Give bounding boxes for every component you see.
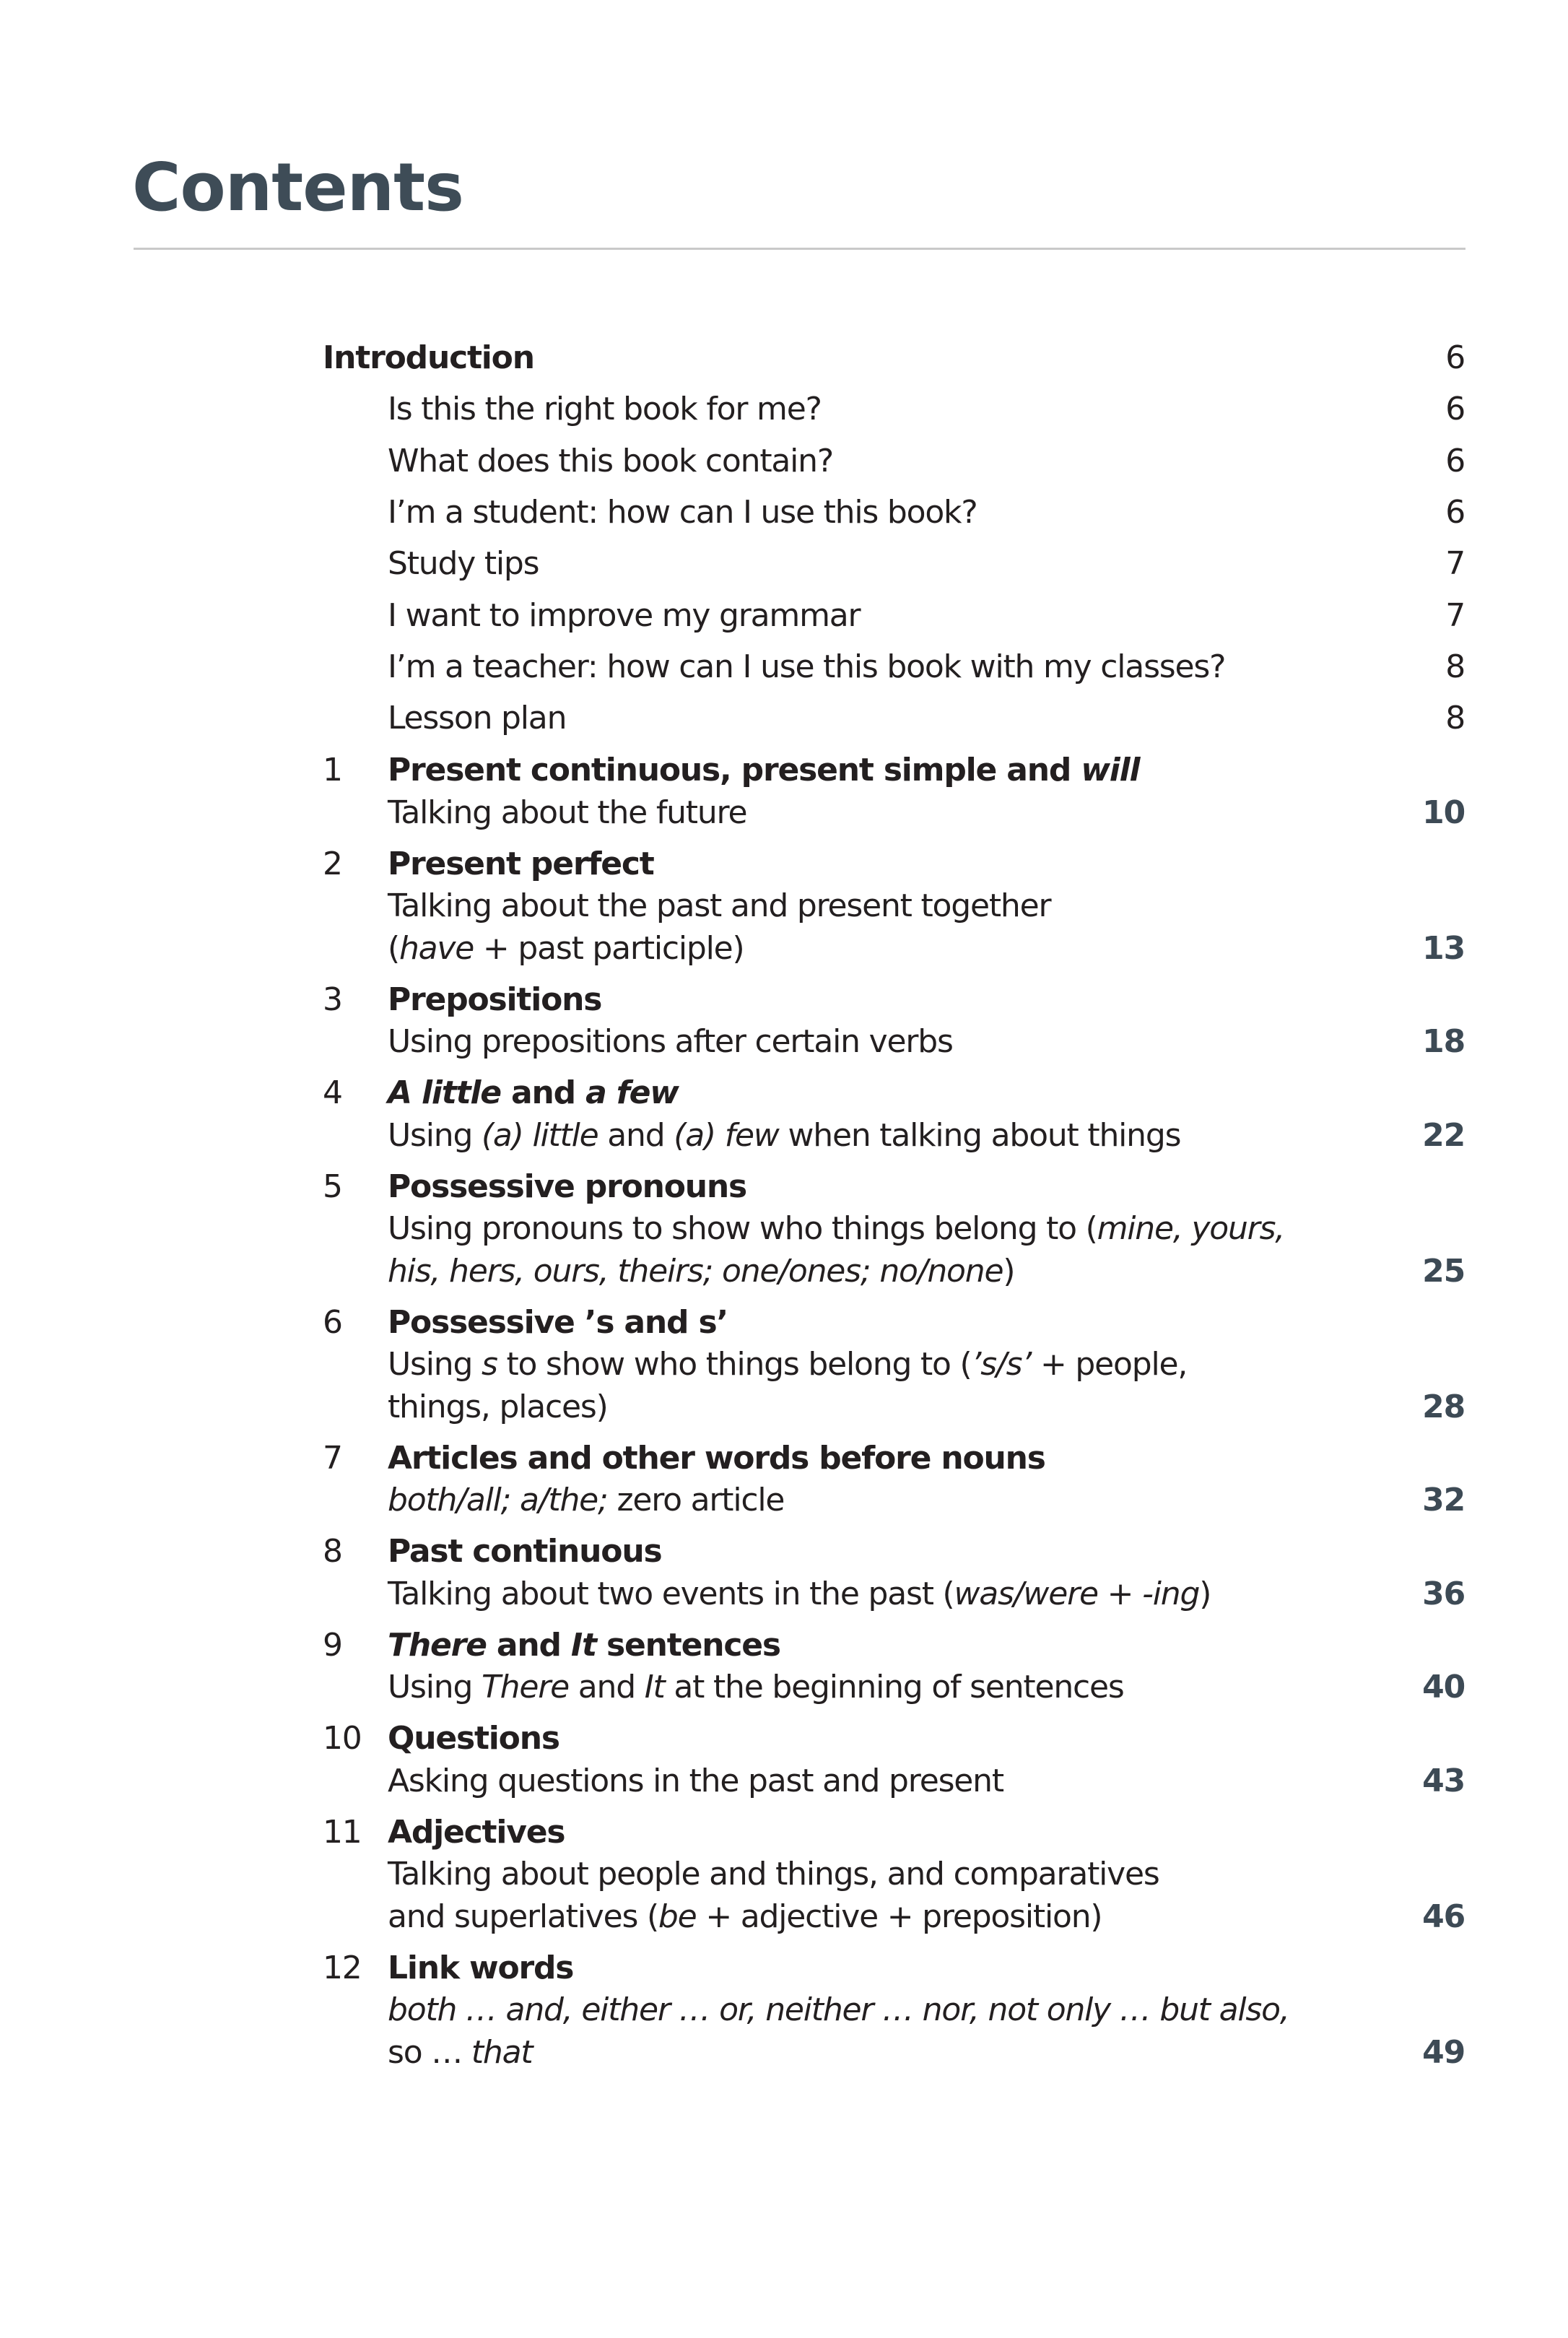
text-run: ( bbox=[388, 929, 399, 967]
chapter-title bbox=[388, 1437, 1045, 1480]
text-run: A little bbox=[388, 1074, 501, 1112]
chapter-subtitle-line bbox=[0, 2031, 1568, 2074]
chapter-description bbox=[388, 1250, 1014, 1293]
text-run: s bbox=[481, 1346, 497, 1383]
chapter-number: 4 bbox=[323, 1074, 342, 1112]
text-run: sentences bbox=[596, 1626, 780, 1664]
chapter-title-line[interactable] bbox=[0, 1165, 1568, 1209]
chapter-title-line[interactable] bbox=[0, 1301, 1568, 1344]
text-run: -ing bbox=[1142, 1575, 1200, 1612]
chapter-number: 5 bbox=[323, 1168, 342, 1205]
text-run: Talking about two events in the past ( bbox=[388, 1575, 954, 1612]
chapter-subtitle-line bbox=[0, 1895, 1568, 1939]
toc-subentry[interactable] bbox=[0, 594, 1568, 638]
chapter-title-line[interactable] bbox=[0, 843, 1568, 886]
chapter-title-line[interactable] bbox=[0, 1811, 1568, 1854]
entry-label: Study tips bbox=[388, 545, 539, 583]
text-run: + past participle) bbox=[474, 929, 744, 967]
chapter-subtitle-line bbox=[0, 1114, 1568, 1157]
page-number: 22 bbox=[1422, 1116, 1465, 1154]
page-number: 43 bbox=[1422, 1762, 1465, 1799]
toc-subentry[interactable] bbox=[0, 440, 1568, 483]
text-run: mine, yours, bbox=[1097, 1210, 1285, 1248]
text-run: Link words bbox=[388, 1949, 574, 1986]
chapter-title-line[interactable] bbox=[0, 1947, 1568, 1990]
entry-label: What does this book contain? bbox=[388, 442, 834, 479]
chapter-subtitle-line bbox=[0, 1343, 1568, 1386]
text-run: + people, bbox=[1031, 1346, 1188, 1383]
page-number: 6 bbox=[1445, 442, 1465, 479]
toc-entry-introduction[interactable] bbox=[0, 336, 1568, 380]
text-run: Articles and other words before nouns bbox=[388, 1439, 1045, 1477]
text-run: Asking questions in the past and present bbox=[388, 1762, 1003, 1799]
chapter-description bbox=[388, 1760, 1003, 1803]
page-number: 32 bbox=[1422, 1482, 1465, 1519]
page-number: 8 bbox=[1445, 700, 1465, 737]
text-run: and bbox=[486, 1626, 571, 1664]
chapter-subtitle-line bbox=[0, 1386, 1568, 1429]
chapter-number: 9 bbox=[323, 1626, 342, 1664]
chapter-title bbox=[388, 843, 654, 886]
chapter-number: 2 bbox=[323, 845, 342, 882]
chapter-title-line[interactable] bbox=[0, 978, 1568, 1022]
chapter-title bbox=[388, 1530, 661, 1573]
chapter-subtitle-line bbox=[0, 1207, 1568, 1251]
text-run: + bbox=[1097, 1575, 1143, 1612]
page-number: 10 bbox=[1422, 794, 1465, 831]
entry-label: I’m a teacher: how can I use this book with my classes? bbox=[388, 648, 1226, 685]
page-title: Contents bbox=[132, 149, 463, 226]
text-run: Questions bbox=[388, 1720, 559, 1757]
text-run: Using bbox=[388, 1669, 482, 1706]
text-run: Using pronouns to show who things belong to ( bbox=[388, 1210, 1097, 1248]
text-run: ’s/s’ bbox=[971, 1346, 1032, 1383]
text-run: Using bbox=[388, 1116, 482, 1154]
chapter-number: 7 bbox=[323, 1439, 342, 1477]
text-run: at the beginning of sentences bbox=[664, 1669, 1124, 1706]
chapter-title bbox=[388, 1717, 559, 1760]
page-number: 49 bbox=[1422, 2033, 1465, 2071]
entry-title: Introduction bbox=[323, 339, 534, 376]
chapter-subtitle-line bbox=[0, 1666, 1568, 1709]
page-number: 6 bbox=[1445, 391, 1465, 428]
chapter-description bbox=[388, 1343, 1187, 1386]
text-run: Using prepositions after certain verbs bbox=[388, 1023, 953, 1061]
chapter-description bbox=[388, 1479, 784, 1522]
page-number: 7 bbox=[1445, 596, 1465, 634]
text-run: both/all; a/the; bbox=[388, 1482, 608, 1519]
text-run: (a) few bbox=[674, 1116, 779, 1154]
toc-subentry[interactable] bbox=[0, 388, 1568, 431]
text-run: was/were bbox=[954, 1575, 1098, 1612]
toc-subentry[interactable] bbox=[0, 697, 1568, 740]
entry-label: I’m a student: how can I use this book? bbox=[388, 493, 977, 531]
text-run: have bbox=[398, 929, 474, 967]
chapter-number: 3 bbox=[323, 981, 342, 1018]
text-run: Present perfect bbox=[388, 845, 654, 882]
text-run: + adjective + preposition) bbox=[696, 1898, 1102, 1935]
entry-label: Is this the right book for me? bbox=[388, 391, 822, 428]
chapter-description bbox=[388, 2031, 532, 2074]
chapter-title-line[interactable] bbox=[0, 1530, 1568, 1573]
chapter-description bbox=[388, 1666, 1124, 1709]
text-run: ) bbox=[1199, 1575, 1211, 1612]
chapter-title bbox=[388, 1165, 746, 1209]
chapter-title bbox=[388, 1624, 780, 1667]
chapter-title bbox=[388, 1811, 565, 1854]
chapter-title-line[interactable] bbox=[0, 1624, 1568, 1667]
entry-label: I want to improve my grammar bbox=[388, 596, 861, 634]
chapter-description bbox=[388, 1020, 953, 1064]
chapter-description bbox=[388, 791, 746, 835]
text-run: and bbox=[568, 1669, 645, 1706]
chapter-number: 10 bbox=[323, 1720, 362, 1757]
chapter-title bbox=[388, 1301, 728, 1344]
page-number: 8 bbox=[1445, 648, 1465, 685]
text-run: Present continuous, present simple and bbox=[388, 752, 1081, 789]
toc-subentry[interactable] bbox=[0, 542, 1568, 586]
text-run: Adjectives bbox=[388, 1813, 565, 1851]
chapter-number: 8 bbox=[323, 1533, 342, 1570]
text-run: Possessive ’s and s’ bbox=[388, 1303, 728, 1341]
chapter-number: 11 bbox=[323, 1813, 362, 1851]
page-number: 13 bbox=[1422, 929, 1465, 967]
chapter-subtitle-line bbox=[0, 927, 1568, 970]
toc-subentry[interactable] bbox=[0, 646, 1568, 689]
text-run: Possessive pronouns bbox=[388, 1168, 747, 1205]
text-run: Talking about the future bbox=[388, 794, 747, 831]
chapter-number: 6 bbox=[323, 1303, 342, 1341]
text-run: will bbox=[1081, 752, 1140, 789]
chapter-title-line[interactable] bbox=[0, 1072, 1568, 1115]
chapter-description bbox=[388, 1114, 1180, 1157]
text-run: that bbox=[471, 2033, 533, 2071]
chapter-subtitle-line bbox=[0, 1020, 1568, 1064]
chapter-subtitle-line bbox=[0, 1853, 1568, 1896]
text-run: ) bbox=[1003, 1252, 1015, 1290]
text-run: There bbox=[481, 1669, 569, 1706]
page-number: 18 bbox=[1422, 1023, 1465, 1061]
page-number: 25 bbox=[1422, 1252, 1465, 1290]
page-number: 46 bbox=[1422, 1898, 1465, 1935]
chapter-title bbox=[388, 978, 601, 1022]
chapter-description bbox=[388, 1386, 608, 1429]
text-run: both … and, either … or, neither … nor, not only … but also, bbox=[388, 1991, 1289, 2029]
text-run: when talking about things bbox=[778, 1116, 1181, 1154]
text-run: to show who things belong to ( bbox=[497, 1346, 972, 1383]
chapter-subtitle-line bbox=[0, 791, 1568, 835]
text-run: There bbox=[388, 1626, 487, 1664]
page-number: 40 bbox=[1422, 1669, 1465, 1706]
text-run: his, hers, ours, theirs; one/ones; no/none bbox=[388, 1252, 1003, 1290]
chapter-description bbox=[388, 1573, 1211, 1616]
text-run: Prepositions bbox=[388, 981, 602, 1018]
chapter-description bbox=[388, 1989, 1289, 2032]
chapter-subtitle-line bbox=[0, 1250, 1568, 1293]
chapter-subtitle-line bbox=[0, 1989, 1568, 2032]
chapter-subtitle-line bbox=[0, 885, 1568, 928]
page-number: 7 bbox=[1445, 545, 1465, 583]
entry-label: Lesson plan bbox=[388, 700, 567, 737]
chapter-description bbox=[388, 927, 744, 970]
page-number: 6 bbox=[1445, 339, 1465, 376]
text-run: zero article bbox=[607, 1482, 785, 1519]
chapter-title bbox=[388, 749, 1139, 792]
chapter-description bbox=[388, 1853, 1159, 1896]
text-run: (a) little bbox=[481, 1116, 598, 1154]
chapter-title-line[interactable] bbox=[0, 1717, 1568, 1760]
chapter-title bbox=[388, 1947, 573, 1990]
chapter-subtitle-line bbox=[0, 1479, 1568, 1522]
toc-subentry[interactable] bbox=[0, 491, 1568, 534]
text-run: so … bbox=[388, 2033, 471, 2071]
chapter-description bbox=[388, 1895, 1102, 1939]
chapter-number: 1 bbox=[323, 752, 342, 789]
text-run: be bbox=[658, 1898, 697, 1935]
chapter-title-line[interactable] bbox=[0, 1437, 1568, 1480]
text-run: Talking about the past and present together bbox=[388, 887, 1051, 925]
page-number: 36 bbox=[1422, 1575, 1465, 1612]
text-run: and superlatives ( bbox=[388, 1898, 658, 1935]
chapter-description bbox=[388, 885, 1050, 928]
text-run: a few bbox=[585, 1074, 679, 1112]
text-run: Talking about people and things, and comparatives bbox=[388, 1856, 1159, 1893]
text-run: It bbox=[570, 1626, 596, 1664]
chapter-subtitle-line bbox=[0, 1760, 1568, 1803]
text-run: It bbox=[644, 1669, 665, 1706]
chapter-title bbox=[388, 1072, 679, 1115]
text-run: things, places) bbox=[388, 1388, 608, 1425]
text-run: and bbox=[500, 1074, 586, 1112]
text-run: and bbox=[598, 1116, 674, 1154]
chapter-description bbox=[388, 1207, 1284, 1251]
text-run: Using bbox=[388, 1346, 482, 1383]
chapter-subtitle-line bbox=[0, 1573, 1568, 1616]
chapter-title-line[interactable] bbox=[0, 749, 1568, 792]
text-run: Past continuous bbox=[388, 1533, 662, 1570]
page-number: 28 bbox=[1422, 1388, 1465, 1425]
chapter-number: 12 bbox=[323, 1949, 362, 1986]
page-number: 6 bbox=[1445, 493, 1465, 531]
